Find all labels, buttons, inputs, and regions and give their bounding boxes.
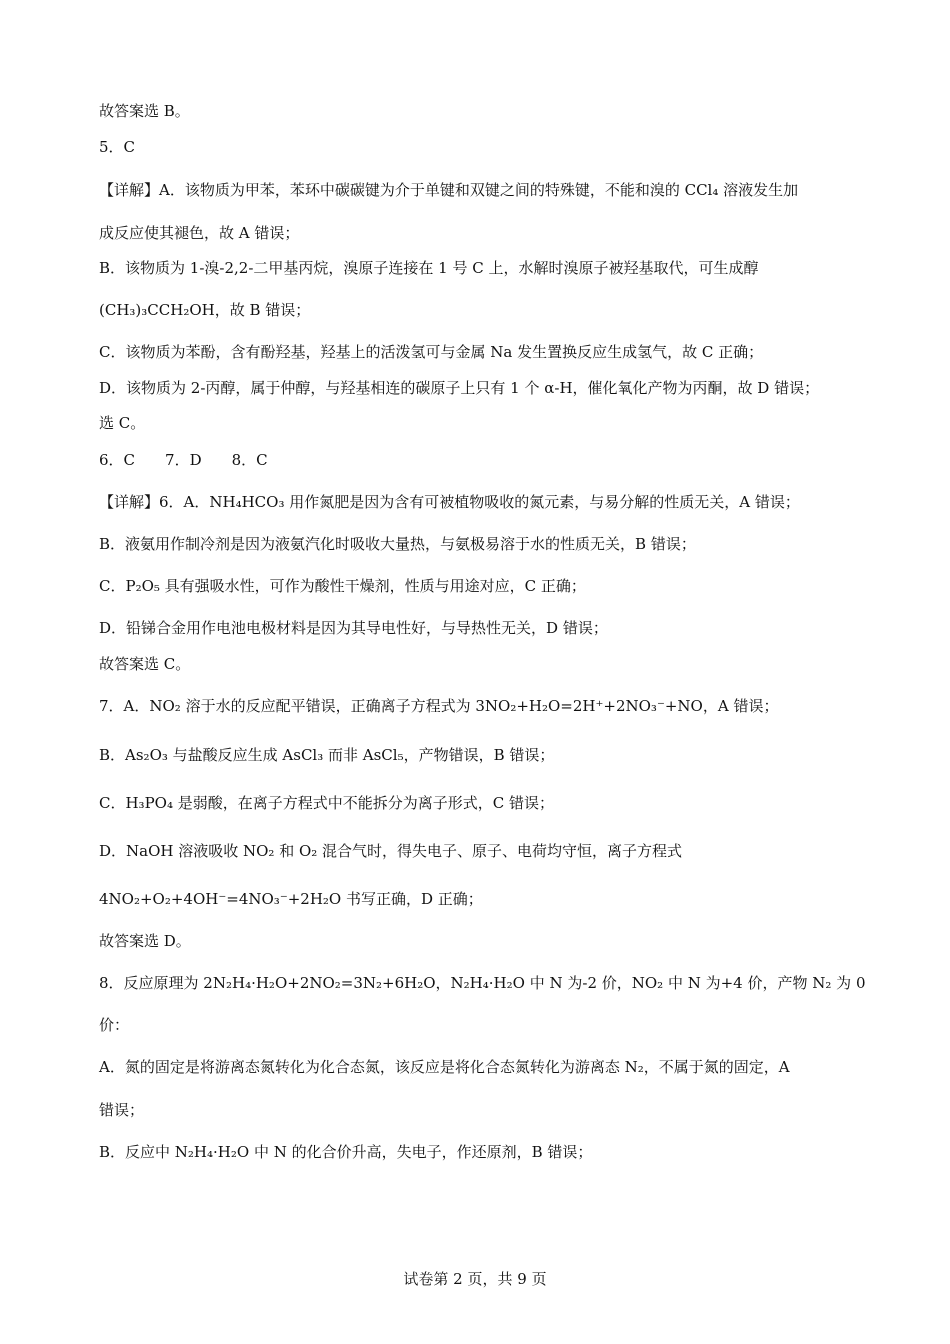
- text-line: 错误；: [99, 1101, 145, 1119]
- text-line: C．H₃PO₄ 是弱酸，在离子方程式中不能拆分为离子形式，C 错误；: [99, 794, 554, 812]
- text-line: 【详解】A．该物质为甲苯，苯环中碳碳键为介于单键和双键之间的特殊键，不能和溴的 CCl₄ 溶液发生加: [99, 181, 799, 199]
- text-line: 价：: [99, 1016, 130, 1034]
- text-line: 7．A．NO₂ 溶于水的反应配平错误，正确离子方程式为 3NO₂+H₂O=2H⁺+2NO₃⁻+NO，A 错误；: [99, 697, 779, 715]
- text-line: 8．反应原理为 2N₂H₄·H₂O+2NO₂=3N₂+6H₂O，N₂H₄·H₂O 中 N 为-2 价，NO₂ 中 N 为+4 价，产物 N₂ 为 0: [99, 974, 866, 992]
- text-line: B．液氨用作制冷剂是因为液氨汽化时吸收大量热，与氨极易溶于水的性质无关，B 错误；: [99, 535, 696, 553]
- text-line: 故答案选 D。: [99, 932, 191, 950]
- text-line: 6．C 7．D 8．C: [99, 451, 268, 469]
- text-line: B．反应中 N₂H₄·H₂O 中 N 的化合价升高，失电子，作还原剂，B 错误；: [99, 1143, 593, 1161]
- text-line: 故答案选 C。: [99, 655, 191, 673]
- text-line: 5．C: [99, 138, 136, 156]
- text-line: B．该物质为 1-溴-2,2-二甲基丙烷，溴原子连接在 1 号 C 上，水解时溴原子被羟基取代，可生成醇: [99, 259, 759, 277]
- text-line: (CH₃)₃CCH₂OH，故 B 错误；: [99, 301, 311, 319]
- text-line: 选 C。: [99, 414, 146, 432]
- text-line: A．氮的固定是将游离态氮转化为化合态氮，该反应是将化合态氮转化为游离态 N₂，不属于氮的固定，A: [99, 1058, 790, 1076]
- text-line: 成反应使其褪色，故 A 错误；: [99, 224, 300, 242]
- text-line: D．NaOH 溶液吸收 NO₂ 和 O₂ 混合气时，得失电子、原子、电荷均守恒，离子方程式: [99, 842, 683, 860]
- text-line: 【详解】6．A．NH₄HCO₃ 用作氮肥是因为含有可被植物吸收的氮元素，与易分解的性质无关，A 错误；: [99, 493, 800, 511]
- text-line: 故答案选 B。: [99, 102, 190, 120]
- text-line: C．P₂O₅ 具有强吸水性，可作为酸性干燥剂，性质与用途对应，C 正确；: [99, 577, 586, 595]
- text-line: 4NO₂+O₂+4OH⁻=4NO₃⁻+2H₂O 书写正确，D 正确；: [99, 890, 483, 908]
- page-footer: 试卷第 2 页，共 9 页: [403, 1270, 547, 1288]
- text-line: D．该物质为 2-丙醇，属于仲醇，与羟基相连的碳原子上只有 1 个 α-H，催化氧化产物为丙酮，故 D 错误；: [99, 379, 820, 397]
- text-line: D．铅锑合金用作电池电极材料是因为其导电性好，与导热性无关，D 错误；: [99, 619, 608, 637]
- text-line: B．As₂O₃ 与盐酸反应生成 AsCl₃ 而非 AsCl₅，产物错误，B 错误；: [99, 746, 555, 764]
- text-line: C．该物质为苯酚，含有酚羟基，羟基上的活泼氢可与金属 Na 发生置换反应生成氢气，故 C 正确；: [99, 343, 764, 361]
